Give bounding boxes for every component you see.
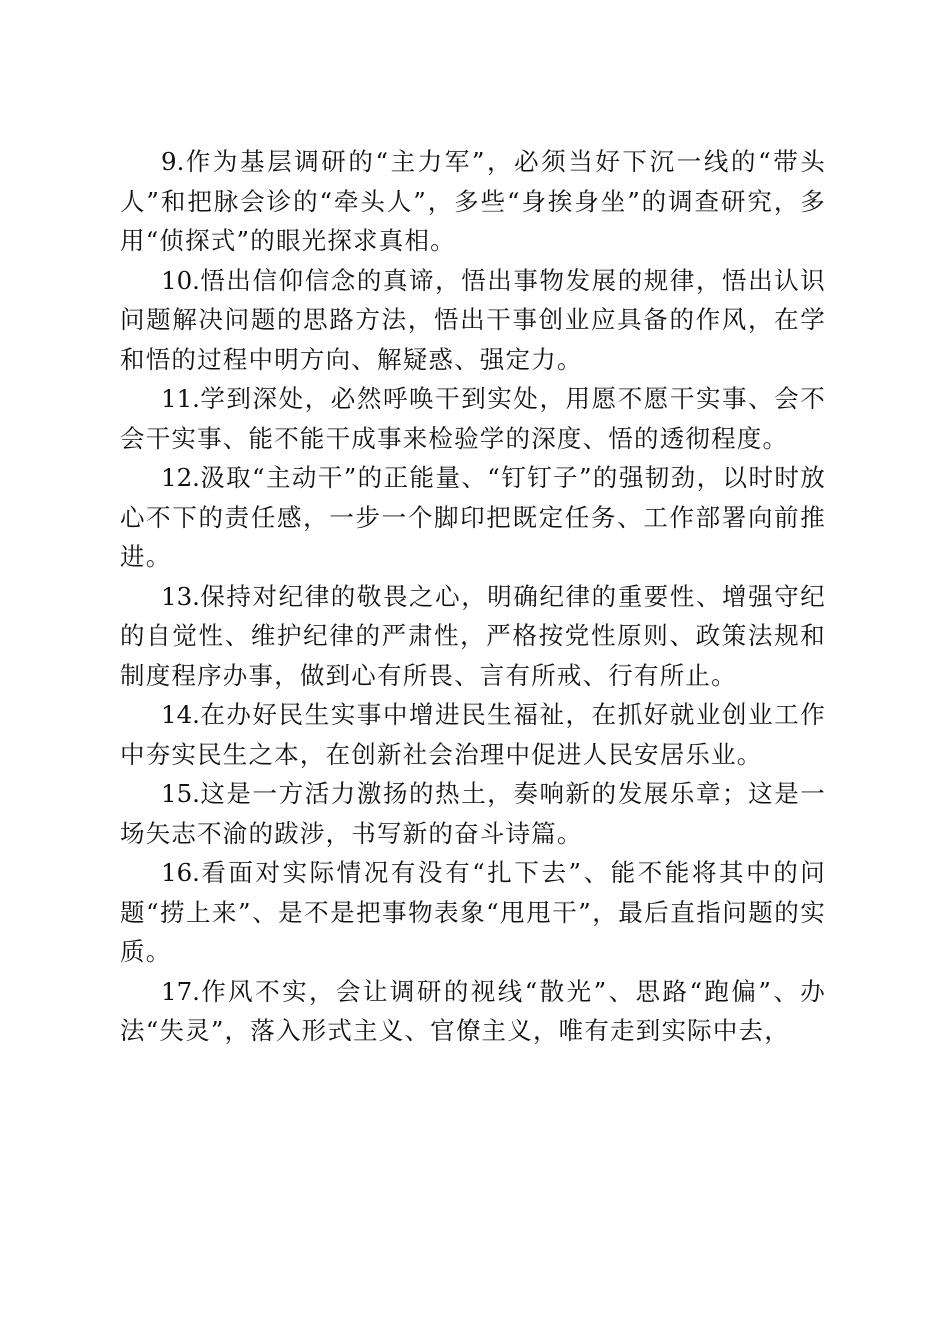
paragraph-text: 保持对纪律的敬畏之心，明确纪律的重要性、增强守纪的自觉性、维护纪律的严肃性，严格按党性原则、政策法规和制度程序办事，做到心有所畏、言有所戒、行有所止。 — [120, 581, 826, 690]
paragraph-text: 悟出信仰信念的真谛，悟出事物发展的规律，悟出认识问题解决问题的思路方法，悟出干事创业应具备的作风，在学和悟的过程中明方向、解疑惑、强定力。 — [120, 265, 826, 374]
paragraph-11 — [120, 379, 826, 458]
paragraph-10 — [120, 261, 826, 380]
paragraph-text: 汲取“主动干”的正能量、“钉钉子”的强韧劲，以时时放心不下的责任感，一步一个脚印把既定任务、工作部署向前推进。 — [120, 463, 826, 571]
paragraph-number: 11. — [161, 384, 200, 413]
paragraph-text: 作为基层调研的“主力军”，必须当好下沉一线的“带头人”和把脉会诊的“牵头人”，多些“身挨身坐”的调查研究，多用“侦探式”的眼光探求真相。 — [120, 147, 826, 255]
paragraph-text: 作风不实，会让调研的视线“散光”、思路“跑偏”、办法“失灵”，落入形式主义、官僚主义，唯有走到实际中去， — [120, 976, 826, 1045]
paragraph-13 — [120, 577, 826, 696]
paragraph-number: 10. — [161, 265, 200, 295]
paragraph-number: 15. — [161, 779, 200, 808]
paragraph-number: 16. — [161, 858, 200, 887]
document-body — [120, 142, 826, 1051]
paragraph-text: 这是一方活力激扬的热土，奏响新的发展乐章；这是一场矢志不渝的跋涉，书写新的奋斗诗篇。 — [120, 779, 826, 848]
paragraph-number: 17. — [161, 976, 200, 1006]
paragraph-15 — [120, 774, 826, 853]
paragraph-16 — [120, 853, 826, 972]
paragraph-number: 9. — [161, 147, 185, 176]
paragraph-text: 学到深处，必然呼唤干到实处，用愿不愿干实事、会不会干实事、能不能干成事来检验学的深度、悟的透彻程度。 — [120, 384, 826, 453]
paragraph-number: 12. — [161, 463, 200, 492]
paragraph-9 — [120, 142, 826, 261]
paragraph-12 — [120, 458, 826, 577]
paragraph-number: 14. — [161, 700, 200, 729]
paragraph-text: 在办好民生实事中增进民生福祉，在抓好就业创业工作中夯实民生之本，在创新社会治理中促进人民安居乐业。 — [120, 700, 826, 769]
paragraph-17 — [120, 972, 826, 1051]
paragraph-number: 13. — [161, 581, 200, 611]
paragraph-text: 看面对实际情况有没有“扎下去”、能不能将其中的问题“捞上来”、是不是把事物表象“甩甩干”，最后直指问题的实质。 — [120, 858, 826, 966]
paragraph-14 — [120, 695, 826, 774]
